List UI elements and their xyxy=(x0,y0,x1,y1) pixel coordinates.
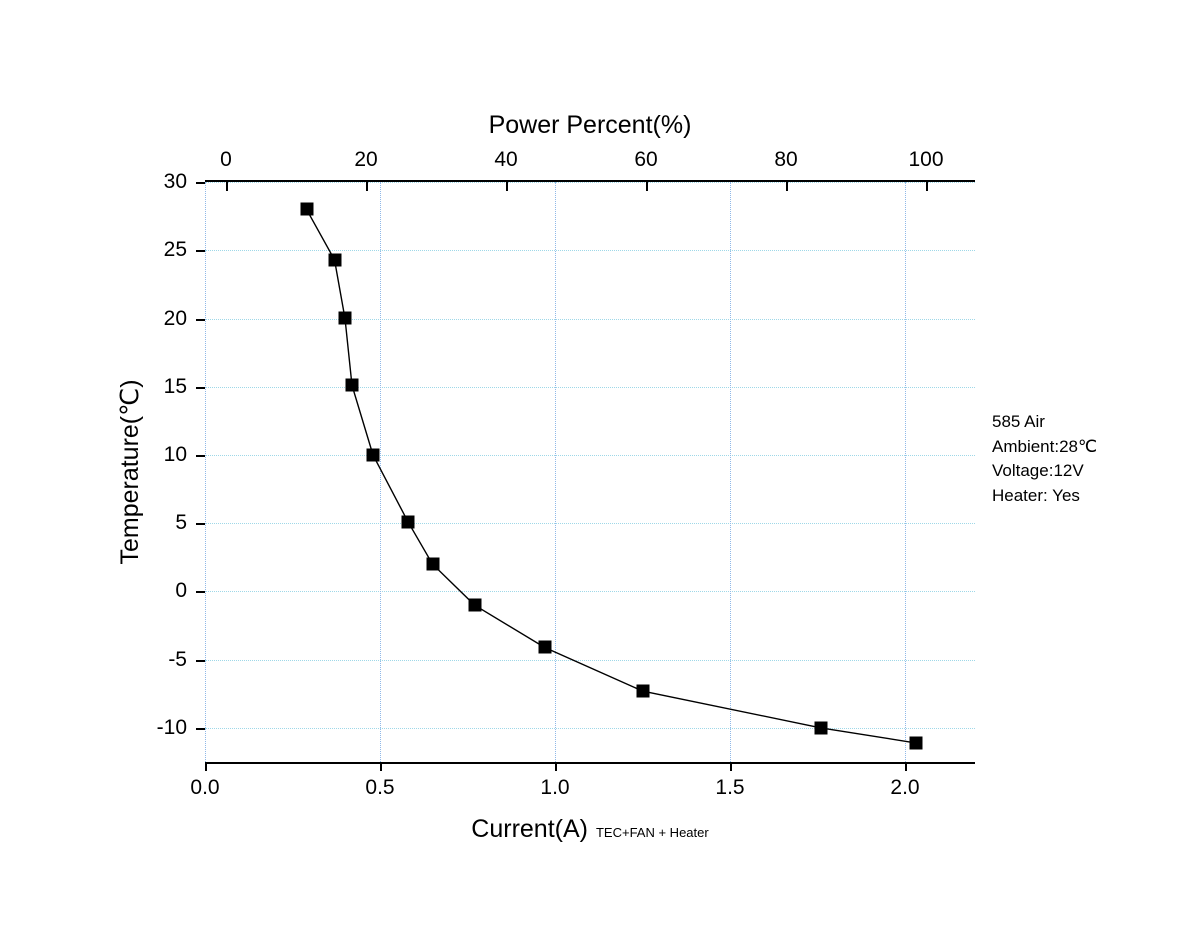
top-tick-label: 40 xyxy=(494,148,518,171)
x-axis-title-group xyxy=(205,815,975,844)
y-axis-tick xyxy=(196,660,205,662)
x-tick-label: 1.5 xyxy=(715,776,745,799)
x-tick-label: 0.0 xyxy=(190,776,220,799)
data-point xyxy=(815,721,828,734)
y-axis-tick xyxy=(196,319,205,321)
x-tick-label: 0.5 xyxy=(365,776,395,799)
x-axis-title: Current(A) xyxy=(471,815,588,843)
y-tick-label: -5 xyxy=(168,647,187,671)
data-point xyxy=(909,736,922,749)
y-axis-tick xyxy=(196,455,205,457)
x-axis-line xyxy=(205,762,975,764)
y-tick-label: 15 xyxy=(163,374,187,398)
annotation-line-4: Heater: Yes xyxy=(992,485,1080,505)
top-tick-label: 20 xyxy=(354,148,378,171)
annotation-line-2: Ambient:28℃ xyxy=(992,436,1098,456)
annotation-block xyxy=(992,410,1097,509)
y-axis-title: Temperature(℃) xyxy=(116,379,144,565)
x-tick-label: 1.0 xyxy=(540,776,570,799)
y-tick-label: 20 xyxy=(163,306,187,330)
data-point xyxy=(538,641,551,654)
data-point xyxy=(636,685,649,698)
y-axis-tick xyxy=(196,591,205,593)
y-axis-tick xyxy=(196,182,205,184)
annotation-line-3: Voltage:12V xyxy=(992,461,1084,481)
y-tick-label: 0 xyxy=(175,579,187,603)
data-point xyxy=(426,558,439,571)
data-point xyxy=(346,379,359,392)
x-tick-label: 2.0 xyxy=(890,776,920,799)
x-axis-tick xyxy=(905,762,907,771)
data-point xyxy=(300,203,313,216)
y-axis-tick xyxy=(196,250,205,252)
top-tick-label: 60 xyxy=(634,148,658,171)
data-point xyxy=(402,515,415,528)
x-axis-title-note: TEC+FAN + Heater xyxy=(595,825,709,840)
data-point xyxy=(328,253,341,266)
x-axis-tick xyxy=(380,762,382,771)
data-point xyxy=(339,312,352,325)
y-axis-tick xyxy=(196,523,205,525)
x-axis-tick xyxy=(730,762,732,771)
data-point xyxy=(367,448,380,461)
y-tick-label: -10 xyxy=(156,715,187,739)
y-tick-label: 5 xyxy=(175,511,187,535)
y-tick-label: 10 xyxy=(163,442,187,466)
y-tick-label: 25 xyxy=(163,238,187,262)
x-axis-tick xyxy=(205,762,207,771)
top-tick-label: 80 xyxy=(774,148,798,171)
y-axis-tick xyxy=(196,387,205,389)
data-point xyxy=(468,599,481,612)
annotation-line-1: 585 Air xyxy=(992,412,1045,431)
x-axis-tick xyxy=(555,762,557,771)
top-axis-title: Power Percent(%) xyxy=(488,111,692,139)
y-axis-tick xyxy=(196,728,205,730)
y-tick-label: 30 xyxy=(163,170,187,193)
top-tick-label: 100 xyxy=(908,148,944,171)
top-tick-label: 0 xyxy=(220,148,232,171)
plot-area xyxy=(116,148,975,799)
series-line xyxy=(205,182,975,762)
